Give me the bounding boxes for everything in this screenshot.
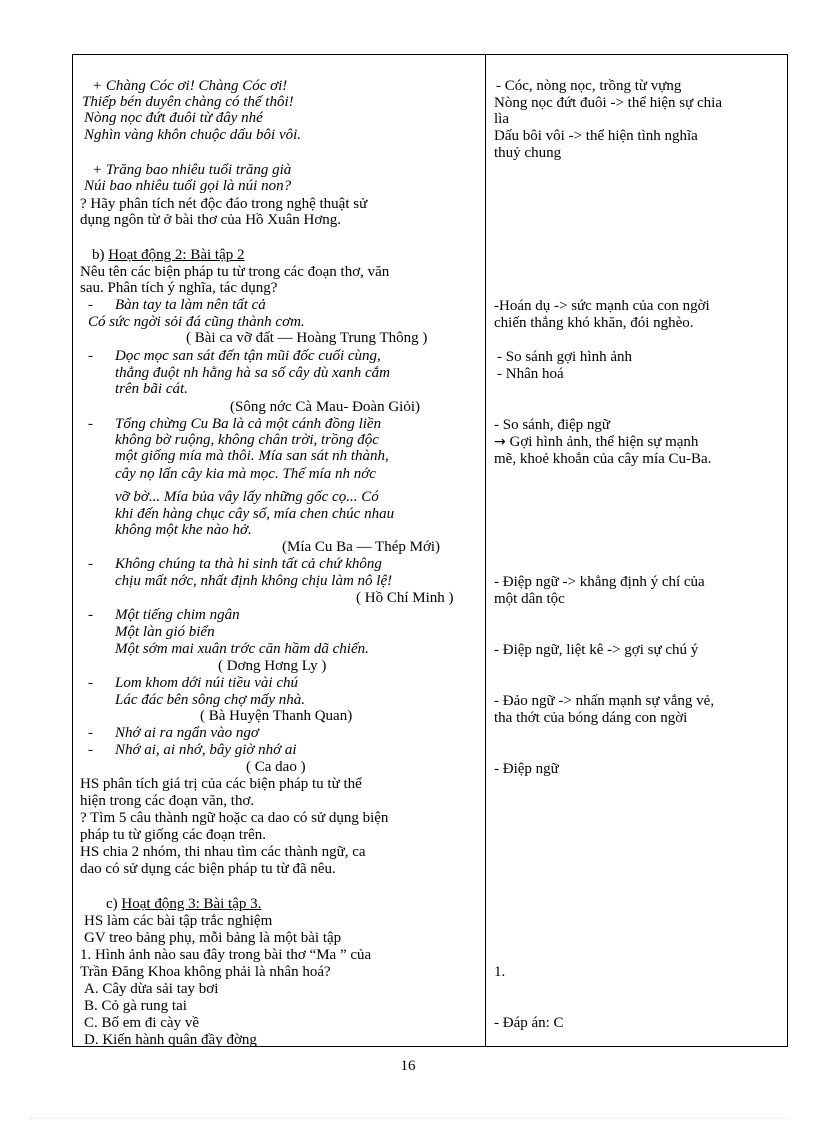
prose-line: một giống mía mà thôi. Mía san sát nh thành, [115,448,389,464]
list-dash: - [88,416,93,432]
answer-note: - Nhân hoá [497,366,564,382]
answer-note: - Đảo ngữ -> nhấn mạnh sự vắng vẻ, [494,693,715,709]
answer-note: - Cóc, nòng nọc, trồng từ vựng [496,78,682,94]
quiz-option-a: A. Cây dừa sải tay bơi [84,981,219,997]
instruction-text: Nêu tên các biện pháp tu từ trong các đoạn thơ, văn [80,264,390,280]
student-activity: dao có sử dụng các biện pháp tu từ đã nêu. [80,861,336,877]
prose-line: chịu mất nớc, nhất định không chịu làm nô lệ! [115,573,393,589]
list-dash: - [88,742,93,758]
list-dash: - [88,675,93,691]
student-activity: hiện trong các đoạn văn, thơ. [80,793,255,809]
instruction-text: HS làm các bài tập trắc nghiệm [84,913,273,929]
poem-line: Thiếp bén duyên chàng có thế thôi! [82,94,294,110]
student-activity: HS phân tích giá trị của các biện pháp tu từ thể [80,776,362,792]
answer-note: Dấu bôi vôi -> thể hiện tình nghĩa [494,128,698,144]
quiz-question: 1. Hình ảnh nào sau đây trong bài thơ “Ma ” của [80,947,372,963]
column-divider [485,55,486,1046]
answer-note: thuỷ chung [494,145,562,161]
student-activity: HS chia 2 nhóm, thi nhau tìm các thành ngữ, ca [80,844,366,860]
answer-note: Nòng nọc đứt đuôi -> thể hiện sự chia [494,95,723,111]
source-citation: (Mía Cu Ba — Thép Mới) [282,539,441,555]
arrow-right-icon: → [494,434,506,450]
question-text: pháp tu từ giống các đoạn trên. [80,827,266,843]
quiz-option-d: D. Kiến hành quân đầy đờng [84,1032,257,1048]
prose-line: khi đến hàng chục cây số, mía chen chúc nhau [115,506,395,522]
section-heading-2: b) Hoạt động 2: Bài tập 2 [92,247,245,263]
source-citation: ( Bà Huyện Thanh Quan) [200,708,353,724]
answer-note: - Điệp ngữ [494,761,559,777]
answer-note: - Đáp án: C [494,1015,564,1031]
prose-line: Dọc mọc san sát đến tận mũi đốc cuối cùng, [115,348,381,364]
source-citation: ( Dơng Hơng Ly ) [218,658,327,674]
section-heading-3: c) Hoạt động 3: Bài tập 3. [106,896,262,912]
answer-note: chiến thắng khó khăn, đói nghèo. [494,315,694,331]
quiz-question: Trần Đăng Khoa không phải là nhân hoá? [80,964,331,980]
answer-note: một dân tộc [494,591,565,607]
answer-note: lìa [494,111,509,127]
source-citation: ( Ca dao ) [246,759,306,775]
poem-line: Một sớm mai xuân trớc căn hầm dã chiến. [115,641,369,657]
question-text: dụng ngôn từ ở bài thơ của Hồ Xuân Hơng. [80,212,342,228]
answer-note: → Gợi hình ảnh, thể hiện sự mạnh [494,434,699,450]
prose-line: trên bãi cát. [115,381,188,397]
poem-line: Bàn tay ta làm nên tất cả [115,297,266,313]
answer-note: - Điệp ngữ -> khẳng định ý chí của [494,574,705,590]
list-dash: - [88,607,93,623]
list-dash: - [88,297,93,313]
prose-line: không bờ ruộng, không chân trời, trồng độc [115,432,379,448]
answer-note: -Hoán dụ -> sức mạnh của con ngời [494,298,710,314]
poem-line: Có sức ngời sỏi đá cũng thành cơm. [88,314,305,330]
list-dash: - [88,556,93,572]
source-citation: (Sông nớc Cà Mau- Đoàn Giỏi) [230,399,420,415]
prose-line: vỡ bờ... Mía bủa vây lấy những gốc cọ... Có [115,489,379,505]
quiz-option-b: B. Cỏ gà rung tai [84,998,187,1014]
quiz-option-c: C. Bố em đi cày về [84,1015,199,1031]
answer-note: - So sánh gợi hình ảnh [497,349,633,365]
poem-line: Lác đác bên sông chợ mấy nhà. [115,692,306,708]
list-dash: - [88,348,93,364]
answer-note: tha thớt của bóng dáng con ngời [494,710,688,726]
source-citation: ( Hồ Chí Minh ) [356,590,454,606]
prose-line: Không chúng ta thà hi sinh tất cả chứ không [115,556,382,572]
footer-divider [30,1118,786,1119]
poem-line: + Chàng Cóc ơi! Chàng Cóc ơi! [92,78,288,94]
poem-line: Núi bao nhiêu tuổi gọi là núi non? [84,178,292,194]
prose-line: thẳng đuột nh hằng hà sa số cây dù xanh cắm [115,365,390,381]
prose-line: không một khe nào hở. [115,522,252,538]
instruction-text: sau. Phân tích ý nghĩa, tác dụng? [80,280,278,296]
source-citation: ( Bài ca vỡ đất — Hoàng Trung Thông ) [186,330,428,346]
poem-line: Nhớ ai ra ngẩn vào ngơ [115,725,259,741]
instruction-text: GV treo bảng phụ, mỗi bảng là một bài tập [84,930,342,946]
poem-line: Nghìn vàng khôn chuộc dấu bôi vôi. [84,127,302,143]
question-text: ? Tìm 5 câu thành ngữ hoặc ca dao có sử dụng biện [80,810,389,826]
prose-line: Tổng chừng Cu Ba là cả một cánh đồng liền [115,416,382,432]
poem-line: Nòng nọc đứt đuôi từ đây nhé [84,110,263,126]
poem-line: Một tiếng chim ngân [115,607,240,623]
poem-line: Lom khom dới núi tiều vài chú [115,675,298,691]
answer-note: mẽ, khoẻ khoắn của cây mía Cu-Ba. [494,451,712,467]
page-number: 16 [400,1058,416,1074]
answer-note: - So sánh, điệp ngữ [494,417,611,433]
poem-line: Nhớ ai, ai nhớ, bây giờ nhớ ai [115,742,297,758]
question-text: ? Hãy phân tích nét độc đáo trong nghệ thuật sử [80,196,368,212]
list-dash: - [88,725,93,741]
prose-line: cây nọ lấn cây kia mà mọc. Thế mía nh nớc [115,466,376,482]
answer-note: - Điệp ngữ, liệt kê -> gợi sự chú ý [494,642,699,658]
poem-line: Một làn gió biển [115,624,215,640]
poem-line: + Trăng bao nhiêu tuổi trăng già [92,162,292,178]
answer-note: 1. [494,964,506,980]
